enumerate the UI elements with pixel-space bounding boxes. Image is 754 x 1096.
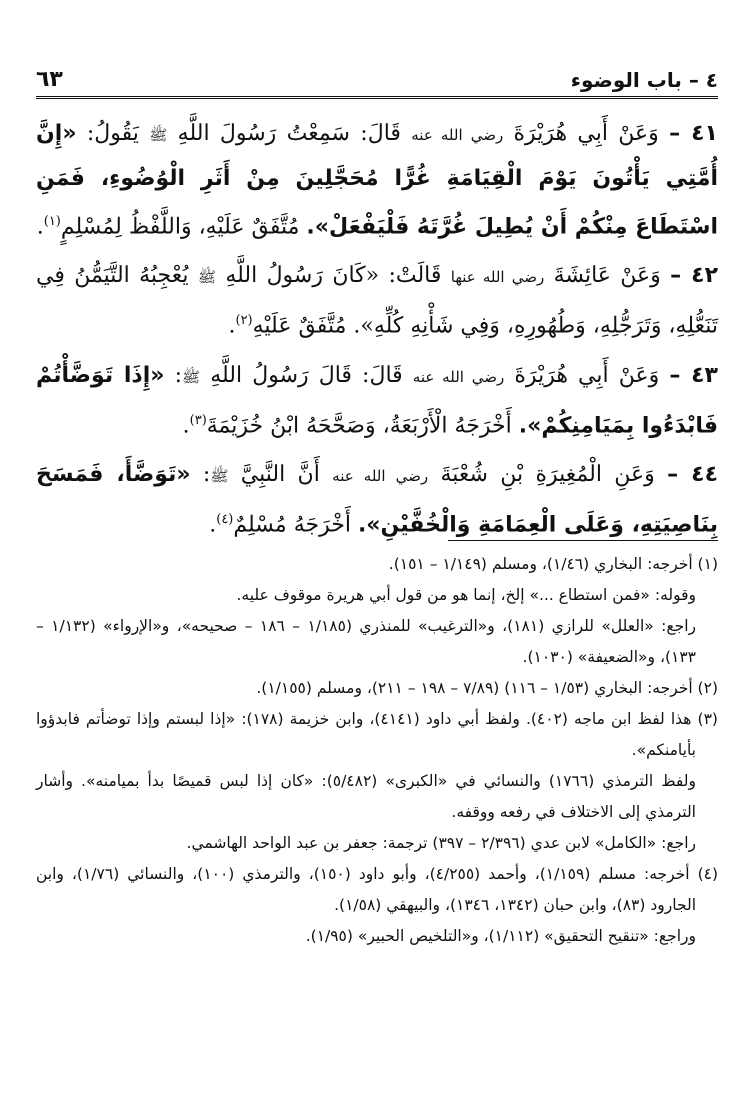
footnote-1-refs: راجع: «العلل» للرازي (١٨١)، و«الترغيب» للمنذري (١/١٨٥ – ١٨٦ – صحيحه»، و«الإرواء» (١/١٣٢ – ١٣٣)، و«الضعيفة» (١٠٣٠).: [36, 617, 696, 666]
hadith-intro: وَعَنْ أَبِي هُرَيْرَةَ: [513, 121, 659, 146]
footnote-ref: (٣): [189, 412, 207, 428]
hadith-source: أَخْرَجَهُ مُسْلِمٌ: [233, 512, 351, 538]
hadith-matn: «تَوَضَّأَ، فَمَسَحَ بِنَاصِيَتِهِ، وَعَلَى الْعِمَامَةِ وَالْخُفَّيْنِ».: [36, 461, 718, 538]
running-header: [36, 52, 718, 99]
hadith-narration: أَنَّ النَّبِيَّ: [240, 461, 320, 487]
hadith-42: ٤٢ – وَعَنْ عَائِشَةَ رضي الله عنها قَالَتْ: «كَانَ رَسُولُ اللَّهِ ﷺ يُعْجِبُهُ التَّيَمُّنُ فِي تَنَعُّلِهِ، وَتَرَجُّلِهِ، وَطُهُورِهِ، وَفِي شَأْنِهِ كُلِّهِ». مُتَّفَقٌ عَلَيْهِ$^{(٢)}$.: [36, 263, 719, 339]
footnote-3: (٣) هذا لفظ ابن ماجه (٤٠٢). ولفظ أبي داود (٤١٤١)، وابن خزيمة (١٧٨): «إذا لبستم وإذا توضأتم فابدؤوا بأيامنكم».: [36, 710, 718, 759]
salutation-glyph: ﷺ: [197, 268, 216, 287]
hadith-matn: «إِنَّ أُمَّتِي يَأْتُونَ يَوْمَ الْقِيَامَةِ غُرًّا مُحَجَّلِينَ مِنْ أَثَرِ الْوُضُوءِ، فَمَنِ اسْتَطَاعَ مِنْكُمْ أَنْ يُطِيلَ غُرَّتَهُ فَلْيَفْعَلْ».: [36, 121, 718, 240]
salutation-glyph: ﷺ: [210, 466, 229, 485]
hadith-43: ٤٣ – وَعَنْ أَبِي هُرَيْرَةَ رضي الله عنه قَالَ: قَالَ رَسُولُ اللَّهِ ﷺ: «إِذَا تَوَضَّأْتُمْ فَابْدَءُوا بِمَيَامِنِكُمْ». أَخْرَجَهُ الْأَرْبَعَةُ، وَصَحَّحَهُ ابْنُ خُزَيْمَةَ$^{(٣)}$.: [36, 362, 718, 438]
hadith-intro: وَعَنِ الْمُغِيرَةِ بْنِ شُعْبَةَ: [440, 461, 655, 487]
chapter-title: ٤ – باب الوضوء: [570, 68, 718, 92]
page-number: ٦٣: [36, 67, 63, 92]
hadith-matn: يُعْجِبُهُ التَّيَمُّنُ فِي تَنَعُّلِهِ، وَتَرَجُّلِهِ، وَطُهُورِهِ، وَفِي شَأْنِهِ كُلِّهِ».: [36, 263, 718, 339]
salutation-glyph: ﷺ: [149, 126, 168, 144]
footnotes: [36, 549, 718, 952]
hadith-number: ٤٢ –: [670, 263, 719, 289]
hadith-44: ٤٤ – وَعَنِ الْمُغِيرَةِ بْنِ شُعْبَةَ رضي الله عنه أَنَّ النَّبِيَّ ﷺ: «تَوَضَّأَ، فَمَسَحَ بِنَاصِيَتِهِ، وَعَلَى الْعِمَامَةِ وَالْخُفَّيْنِ». أَخْرَجَهُ مُسْلِمٌ$^{(٤)}$.: [36, 461, 719, 538]
hadith-narration: قَالَ: سَمِعْتُ رَسُولَ اللَّهِ: [177, 121, 401, 146]
footnote-ref: (١): [43, 214, 61, 229]
footnote-3-refs: راجع: «الكامل» لابن عدي (٢/٣٩٦ – ٣٩٧) ترجمة: جعفر بن عبد الواحد الهاشمي.: [186, 834, 696, 852]
footnote-2: (٢) أخرجه: البخاري (١/٥٣ – ١١٦) (٧/٨٩ – ١٩٨ – ٢١١)، ومسلم (١/١٥٥).: [256, 679, 718, 697]
hadith-narration-2: :: [174, 362, 182, 388]
footnote-ref: (٢): [235, 313, 253, 329]
hadith-number: ٤١ –: [669, 121, 718, 146]
hadith-matn: «إِذَا تَوَضَّأْتُمْ فَابْدَءُوا بِمَيَامِنِكُمْ».: [36, 362, 718, 438]
hadith-source: مُتَّفَقٌ عَلَيْهِ: [252, 313, 347, 339]
footnote-4: (٤) أخرجه: مسلم (١/١٥٩)، وأحمد (٤/٢٥٥)، وأبو داود (١٥٠)، والترمذي (١٠٠)، والنسائي (١/٧٦)، وابن الجارود (٨٣)، وابن حبان (١٣٤٢، ١٣٤٦)، والبيهقي (١/٥٨).: [36, 865, 719, 914]
footnote-separator: [448, 540, 718, 541]
honorific-glyph: رضي الله عنه: [411, 126, 504, 144]
hadith-source: أَخْرَجَهُ الْأَرْبَعَةُ، وَصَحَّحَهُ ابْنُ خُزَيْمَةَ: [206, 412, 512, 438]
footnote-4-refs: وراجع: «تنقيح التحقيق» (١/١١٢)، و«التلخيص الحبير» (١/٩٥).: [305, 927, 696, 945]
hadith-41: ٤١ – وَعَنْ أَبِي هُرَيْرَةَ رضي الله عنه قَالَ: سَمِعْتُ رَسُولَ اللَّهِ ﷺ يَقُولُ: «إِنَّ أُمَّتِي يَأْتُونَ يَوْمَ الْقِيَامَةِ غُرًّا مُحَجَّلِينَ مِنْ أَثَرِ الْوُضُوءِ، فَمَنِ اسْتَطَاعَ مِنْكُمْ أَنْ يُطِيلَ غُرَّتَهُ فَلْيَفْعَلْ». مُتَّفَقٌ عَلَيْهِ، وَاللَّفْظُ لِمُسْلِمٍ$^{(١)}$.: [36, 121, 718, 240]
hadith-source: مُتَّفَقٌ عَلَيْهِ، وَاللَّفْظُ لِمُسْلِمٍ: [60, 214, 300, 240]
footnote-1: (١) أخرجه: البخاري (١/٤٦)، ومسلم (١/١٤٩ – ١٥١).: [388, 555, 718, 573]
hadith-narration: قَالَتْ: «كَانَ رَسُولُ اللَّهِ: [225, 263, 442, 289]
hadith-intro: وَعَنْ عَائِشَةَ: [553, 263, 661, 289]
hadith-narration: قَالَ: قَالَ رَسُولُ اللَّهِ: [210, 362, 403, 388]
footnote-1-comment: وقوله: «فمن استطاع ...» إلخ، إنما هو من قول أبي هريرة موقوف عليه.: [236, 586, 696, 604]
hadith-narration-2: :: [202, 461, 211, 487]
honorific-glyph: رضي الله عنها: [450, 268, 545, 287]
honorific-glyph: رضي الله عنه: [332, 466, 429, 485]
hadith-number: ٤٣ –: [669, 362, 718, 388]
hadith-intro: وَعَنْ أَبِي هُرَيْرَةَ: [514, 362, 660, 388]
salutation-glyph: ﷺ: [181, 367, 201, 386]
footnote-ref: (٤): [216, 511, 234, 527]
hadith-narration-2: يَقُولُ:: [86, 121, 139, 146]
footnote-3-variant: ولفظ الترمذي (١٧٦٦) والنسائي في «الكبرى» (٥/٤٨٢): «كان إذا لبس قميصًا بدأ بميامنه». وأشار الترمذي إلى الاختلاف في رفعه ووقفه.: [36, 772, 696, 821]
hadith-number: ٤٤ –: [667, 461, 719, 487]
honorific-glyph: رضي الله عنه: [412, 367, 505, 386]
hadith-list: [36, 112, 718, 552]
